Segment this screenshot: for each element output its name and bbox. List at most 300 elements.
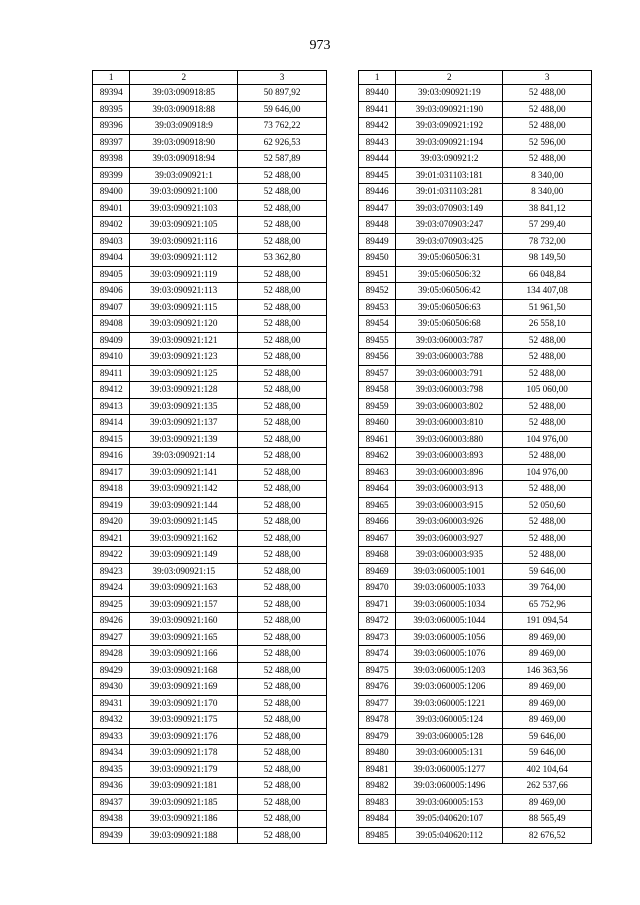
value-cell: 52 488,00 — [503, 85, 592, 102]
value-cell: 8 340,00 — [503, 184, 592, 201]
table-row — [359, 613, 592, 630]
cadastral-number-cell: 39:03:090921:103 — [130, 200, 238, 217]
table-row — [359, 679, 592, 696]
row-number-cell: 89425 — [93, 596, 130, 613]
value-cell: 52 488,00 — [238, 200, 327, 217]
cadastral-number-cell: 39:03:090921:15 — [130, 563, 238, 580]
value-cell: 62 926,53 — [238, 134, 327, 151]
row-number-cell: 89402 — [93, 217, 130, 234]
value-cell: 89 469,00 — [503, 794, 592, 811]
cadastral-number-cell: 39:03:090921:194 — [396, 134, 503, 151]
cadastral-number-cell: 39:03:090918:94 — [130, 151, 238, 168]
cadastral-number-cell: 39:03:090921:105 — [130, 217, 238, 234]
row-number-cell: 89424 — [93, 580, 130, 597]
value-cell: 52 488,00 — [238, 217, 327, 234]
table-row — [93, 118, 327, 135]
row-number-cell: 89482 — [359, 778, 396, 795]
table-row — [93, 431, 327, 448]
table-row — [93, 695, 327, 712]
cadastral-number-cell: 39:03:060003:913 — [396, 481, 503, 498]
column-header-3: 3 — [238, 71, 327, 85]
row-number-cell: 89438 — [93, 811, 130, 828]
cadastral-number-cell: 39:03:090921:137 — [130, 415, 238, 432]
cadastral-number-cell: 39:03:090921:135 — [130, 398, 238, 415]
row-number-cell: 89481 — [359, 761, 396, 778]
table-row — [93, 580, 327, 597]
table-row — [93, 481, 327, 498]
value-cell: 52 488,00 — [238, 613, 327, 630]
cadastral-number-cell: 39:03:090921:192 — [396, 118, 503, 135]
row-number-cell: 89394 — [93, 85, 130, 102]
cadastral-number-cell: 39:03:090921:128 — [130, 382, 238, 399]
value-cell: 402 104,64 — [503, 761, 592, 778]
cadastral-number-cell: 39:03:090921:162 — [130, 530, 238, 547]
cadastral-number-cell: 39:03:090921:115 — [130, 299, 238, 316]
value-cell: 52 488,00 — [238, 728, 327, 745]
value-cell: 52 488,00 — [238, 646, 327, 663]
row-number-cell: 89463 — [359, 464, 396, 481]
row-number-cell: 89416 — [93, 448, 130, 465]
table-row — [359, 580, 592, 597]
cadastral-number-cell: 39:03:090921:112 — [130, 250, 238, 267]
row-number-cell: 89440 — [359, 85, 396, 102]
value-cell: 73 762,22 — [238, 118, 327, 135]
table-row — [93, 563, 327, 580]
row-number-cell: 89449 — [359, 233, 396, 250]
row-number-cell: 89410 — [93, 349, 130, 366]
row-number-cell: 89473 — [359, 629, 396, 646]
value-cell: 52 488,00 — [238, 382, 327, 399]
value-cell: 52 488,00 — [503, 349, 592, 366]
row-number-cell: 89477 — [359, 695, 396, 712]
table-row — [359, 728, 592, 745]
table-row — [359, 151, 592, 168]
cadastral-number-cell: 39:03:060005:1056 — [396, 629, 503, 646]
cadastral-number-cell: 39:03:090921:14 — [130, 448, 238, 465]
value-cell: 89 469,00 — [503, 712, 592, 729]
value-cell: 52 587,89 — [238, 151, 327, 168]
row-number-cell: 89412 — [93, 382, 130, 399]
row-number-cell: 89396 — [93, 118, 130, 135]
table-row — [359, 827, 592, 844]
table-row — [359, 646, 592, 663]
table-row — [93, 827, 327, 844]
cadastral-number-cell: 39:03:090921:185 — [130, 794, 238, 811]
table-row — [359, 349, 592, 366]
column-header-2: 2 — [130, 71, 238, 85]
table-row — [359, 233, 592, 250]
value-cell: 52 488,00 — [503, 415, 592, 432]
table-row — [359, 811, 592, 828]
value-cell: 52 488,00 — [503, 365, 592, 382]
table-row — [359, 365, 592, 382]
row-number-cell: 89433 — [93, 728, 130, 745]
row-number-cell: 89419 — [93, 497, 130, 514]
value-cell: 52 488,00 — [238, 695, 327, 712]
value-cell: 52 488,00 — [238, 563, 327, 580]
value-cell: 66 048,84 — [503, 266, 592, 283]
row-number-cell: 89395 — [93, 101, 130, 118]
table-row — [93, 365, 327, 382]
table-row — [359, 695, 592, 712]
value-cell: 59 646,00 — [238, 101, 327, 118]
value-cell: 52 488,00 — [238, 398, 327, 415]
row-number-cell: 89397 — [93, 134, 130, 151]
table-row — [93, 530, 327, 547]
value-cell: 52 488,00 — [238, 349, 327, 366]
row-number-cell: 89466 — [359, 514, 396, 531]
value-cell: 52 488,00 — [238, 464, 327, 481]
value-cell: 52 488,00 — [238, 167, 327, 184]
value-cell: 52 488,00 — [503, 151, 592, 168]
cadastral-number-cell: 39:05:040620:107 — [396, 811, 503, 828]
value-cell: 134 407,08 — [503, 283, 592, 300]
table-row — [93, 134, 327, 151]
value-cell: 52 488,00 — [503, 398, 592, 415]
cadastral-number-cell: 39:03:060005:1203 — [396, 662, 503, 679]
row-number-cell: 89469 — [359, 563, 396, 580]
table-row — [359, 299, 592, 316]
cadastral-number-cell: 39:03:090921:125 — [130, 365, 238, 382]
value-cell: 50 897,92 — [238, 85, 327, 102]
table-row — [359, 563, 592, 580]
cadastral-number-cell: 39:01:031103:181 — [396, 167, 503, 184]
table-row — [93, 151, 327, 168]
cadastral-number-cell: 39:03:090921:139 — [130, 431, 238, 448]
row-number-cell: 89430 — [93, 679, 130, 696]
value-cell: 52 488,00 — [238, 266, 327, 283]
value-cell: 52 488,00 — [238, 481, 327, 498]
cadastral-number-cell: 39:03:090921:100 — [130, 184, 238, 201]
table-row — [359, 398, 592, 415]
table-row — [359, 382, 592, 399]
cadastral-number-cell: 39:03:090921:116 — [130, 233, 238, 250]
row-number-cell: 89462 — [359, 448, 396, 465]
table-row — [93, 662, 327, 679]
cadastral-number-cell: 39:03:060005:1034 — [396, 596, 503, 613]
cadastral-number-cell: 39:03:060003:926 — [396, 514, 503, 531]
value-cell: 52 488,00 — [238, 299, 327, 316]
row-number-cell: 89447 — [359, 200, 396, 217]
value-cell: 52 488,00 — [238, 233, 327, 250]
table-row — [93, 811, 327, 828]
table-row — [359, 514, 592, 531]
cadastral-number-cell: 39:03:060003:788 — [396, 349, 503, 366]
value-cell: 39 764,00 — [503, 580, 592, 597]
left-table-header — [93, 71, 327, 85]
value-cell: 52 488,00 — [238, 596, 327, 613]
value-cell: 52 488,00 — [238, 316, 327, 333]
row-number-cell: 89421 — [93, 530, 130, 547]
row-number-cell: 89456 — [359, 349, 396, 366]
row-number-cell: 89418 — [93, 481, 130, 498]
table-row — [93, 266, 327, 283]
table-row — [359, 118, 592, 135]
row-number-cell: 89485 — [359, 827, 396, 844]
value-cell: 104 976,00 — [503, 431, 592, 448]
cadastral-number-cell: 39:03:060005:1001 — [396, 563, 503, 580]
cadastral-number-cell: 39:03:090921:157 — [130, 596, 238, 613]
row-number-cell: 89479 — [359, 728, 396, 745]
row-number-cell: 89468 — [359, 547, 396, 564]
cadastral-number-cell: 39:03:060005:1277 — [396, 761, 503, 778]
cadastral-number-cell: 39:03:060003:927 — [396, 530, 503, 547]
value-cell: 191 094,54 — [503, 613, 592, 630]
cadastral-number-cell: 39:03:090921:123 — [130, 349, 238, 366]
cadastral-number-cell: 39:03:090921:181 — [130, 778, 238, 795]
value-cell: 89 469,00 — [503, 679, 592, 696]
table-row — [93, 200, 327, 217]
row-number-cell: 89467 — [359, 530, 396, 547]
table-row — [93, 728, 327, 745]
row-number-cell: 89420 — [93, 514, 130, 531]
table-row — [359, 415, 592, 432]
table-row — [359, 712, 592, 729]
value-cell: 88 565,49 — [503, 811, 592, 828]
table-row — [93, 745, 327, 762]
cadastral-number-cell: 39:03:090921:178 — [130, 745, 238, 762]
row-number-cell: 89442 — [359, 118, 396, 135]
value-cell: 52 488,00 — [238, 778, 327, 795]
cadastral-number-cell: 39:05:060506:68 — [396, 316, 503, 333]
cadastral-number-cell: 39:03:090921:186 — [130, 811, 238, 828]
value-cell: 52 488,00 — [238, 415, 327, 432]
cadastral-number-cell: 39:03:060005:1221 — [396, 695, 503, 712]
row-number-cell: 89476 — [359, 679, 396, 696]
row-number-cell: 89422 — [93, 547, 130, 564]
value-cell: 52 488,00 — [238, 332, 327, 349]
cadastral-number-cell: 39:03:070903:425 — [396, 233, 503, 250]
table-row — [359, 101, 592, 118]
table-row — [359, 448, 592, 465]
table-row — [359, 481, 592, 498]
row-number-cell: 89441 — [359, 101, 396, 118]
row-number-cell: 89404 — [93, 250, 130, 267]
left-table-body — [93, 85, 327, 844]
cadastral-number-cell: 39:03:060003:787 — [396, 332, 503, 349]
table-row — [359, 530, 592, 547]
table-row — [93, 778, 327, 795]
value-cell: 52 488,00 — [238, 712, 327, 729]
table-row — [93, 547, 327, 564]
row-number-cell: 89459 — [359, 398, 396, 415]
row-number-cell: 89437 — [93, 794, 130, 811]
cadastral-number-cell: 39:03:060003:880 — [396, 431, 503, 448]
table-row — [359, 134, 592, 151]
row-number-cell: 89417 — [93, 464, 130, 481]
right-table-body — [359, 85, 592, 844]
value-cell: 52 488,00 — [503, 332, 592, 349]
cadastral-number-cell: 39:03:090921:142 — [130, 481, 238, 498]
row-number-cell: 89400 — [93, 184, 130, 201]
row-number-cell: 89461 — [359, 431, 396, 448]
row-number-cell: 89453 — [359, 299, 396, 316]
value-cell: 52 488,00 — [238, 497, 327, 514]
table-row — [93, 217, 327, 234]
cadastral-number-cell: 39:03:060003:893 — [396, 448, 503, 465]
value-cell: 82 676,52 — [503, 827, 592, 844]
cadastral-number-cell: 39:03:090921:1 — [130, 167, 238, 184]
row-number-cell: 89413 — [93, 398, 130, 415]
cadastral-number-cell: 39:03:090921:175 — [130, 712, 238, 729]
table-row — [93, 101, 327, 118]
row-number-cell: 89445 — [359, 167, 396, 184]
cadastral-number-cell: 39:03:090921:141 — [130, 464, 238, 481]
row-number-cell: 89470 — [359, 580, 396, 597]
row-number-cell: 89478 — [359, 712, 396, 729]
cadastral-number-cell: 39:01:031103:281 — [396, 184, 503, 201]
row-number-cell: 89411 — [93, 365, 130, 382]
value-cell: 52 488,00 — [238, 580, 327, 597]
table-row — [93, 250, 327, 267]
cadastral-number-cell: 39:03:090921:169 — [130, 679, 238, 696]
value-cell: 59 646,00 — [503, 745, 592, 762]
cadastral-number-cell: 39:03:060003:896 — [396, 464, 503, 481]
cadastral-number-cell: 39:03:060005:1033 — [396, 580, 503, 597]
row-number-cell: 89398 — [93, 151, 130, 168]
row-number-cell: 89444 — [359, 151, 396, 168]
row-number-cell: 89451 — [359, 266, 396, 283]
table-row — [359, 794, 592, 811]
table-row — [93, 382, 327, 399]
row-number-cell: 89484 — [359, 811, 396, 828]
value-cell: 65 752,96 — [503, 596, 592, 613]
table-row — [93, 349, 327, 366]
cadastral-number-cell: 39:03:090921:163 — [130, 580, 238, 597]
cadastral-number-cell: 39:03:090921:190 — [396, 101, 503, 118]
cadastral-number-cell: 39:03:090921:166 — [130, 646, 238, 663]
table-row — [93, 514, 327, 531]
cadastral-number-cell: 39:03:090918:88 — [130, 101, 238, 118]
row-number-cell: 89406 — [93, 283, 130, 300]
value-cell: 52 488,00 — [238, 761, 327, 778]
cadastral-number-cell: 39:03:090921:144 — [130, 497, 238, 514]
row-number-cell: 89435 — [93, 761, 130, 778]
cadastral-number-cell: 39:03:060005:1076 — [396, 646, 503, 663]
table-row — [359, 217, 592, 234]
table-row — [359, 167, 592, 184]
row-number-cell: 89429 — [93, 662, 130, 679]
table-row — [93, 233, 327, 250]
table-row — [93, 613, 327, 630]
table-row — [359, 778, 592, 795]
row-number-cell: 89426 — [93, 613, 130, 630]
value-cell: 52 488,00 — [238, 629, 327, 646]
row-number-cell: 89399 — [93, 167, 130, 184]
value-cell: 52 488,00 — [503, 530, 592, 547]
page-number: 973 — [309, 38, 331, 53]
value-cell: 52 488,00 — [238, 283, 327, 300]
cadastral-number-cell: 39:03:090921:120 — [130, 316, 238, 333]
column-header-1: 1 — [359, 71, 396, 85]
cadastral-number-cell: 39:03:060005:128 — [396, 728, 503, 745]
row-number-cell: 89407 — [93, 299, 130, 316]
cadastral-number-cell: 39:03:060003:935 — [396, 547, 503, 564]
row-number-cell: 89457 — [359, 365, 396, 382]
row-number-cell: 89458 — [359, 382, 396, 399]
value-cell: 52 488,00 — [238, 679, 327, 696]
row-number-cell: 89454 — [359, 316, 396, 333]
cadastral-number-cell: 39:03:090918:90 — [130, 134, 238, 151]
column-header-2: 2 — [396, 71, 503, 85]
table-row — [359, 761, 592, 778]
row-number-cell: 89471 — [359, 596, 396, 613]
table-row — [93, 646, 327, 663]
value-cell: 89 469,00 — [503, 629, 592, 646]
table-row — [93, 85, 327, 102]
cadastral-number-cell: 39:03:070903:247 — [396, 217, 503, 234]
right-table-header — [359, 71, 592, 85]
cadastral-number-cell: 39:03:090921:160 — [130, 613, 238, 630]
row-number-cell: 89450 — [359, 250, 396, 267]
table-row — [93, 415, 327, 432]
row-number-cell: 89434 — [93, 745, 130, 762]
row-number-cell: 89405 — [93, 266, 130, 283]
table-row — [93, 398, 327, 415]
table-row — [359, 332, 592, 349]
value-cell: 26 558,10 — [503, 316, 592, 333]
cadastral-number-cell: 39:03:060005:124 — [396, 712, 503, 729]
row-number-cell: 89472 — [359, 613, 396, 630]
row-number-cell: 89460 — [359, 415, 396, 432]
cadastral-number-cell: 39:03:090918:85 — [130, 85, 238, 102]
value-cell: 78 732,00 — [503, 233, 592, 250]
cadastral-number-cell: 39:03:060003:791 — [396, 365, 503, 382]
row-number-cell: 89415 — [93, 431, 130, 448]
cadastral-number-cell: 39:03:090921:2 — [396, 151, 503, 168]
value-cell: 52 488,00 — [238, 431, 327, 448]
left-table — [92, 70, 327, 844]
cadastral-number-cell: 39:03:090921:179 — [130, 761, 238, 778]
table-row — [93, 167, 327, 184]
value-cell: 52 488,00 — [503, 448, 592, 465]
row-number-cell: 89480 — [359, 745, 396, 762]
cadastral-number-cell: 39:03:070903:149 — [396, 200, 503, 217]
value-cell: 98 149,50 — [503, 250, 592, 267]
row-number-cell: 89448 — [359, 217, 396, 234]
value-cell: 51 961,50 — [503, 299, 592, 316]
value-cell: 52 488,00 — [503, 514, 592, 531]
value-cell: 52 488,00 — [238, 547, 327, 564]
value-cell: 52 488,00 — [503, 547, 592, 564]
cadastral-number-cell: 39:03:060003:798 — [396, 382, 503, 399]
table-row — [359, 250, 592, 267]
value-cell: 52 050,60 — [503, 497, 592, 514]
value-cell: 52 488,00 — [238, 365, 327, 382]
cadastral-number-cell: 39:03:090921:149 — [130, 547, 238, 564]
cadastral-number-cell: 39:05:040620:112 — [396, 827, 503, 844]
table-row — [359, 596, 592, 613]
table-row — [359, 547, 592, 564]
table-row — [359, 316, 592, 333]
table-row — [93, 794, 327, 811]
value-cell: 52 488,00 — [503, 481, 592, 498]
table-row — [93, 448, 327, 465]
table-row — [359, 745, 592, 762]
cadastral-number-cell: 39:05:060506:63 — [396, 299, 503, 316]
cadastral-number-cell: 39:03:060005:131 — [396, 745, 503, 762]
value-cell: 57 299,40 — [503, 217, 592, 234]
value-cell: 52 596,00 — [503, 134, 592, 151]
cadastral-number-cell: 39:03:060003:810 — [396, 415, 503, 432]
cadastral-number-cell: 39:05:060506:42 — [396, 283, 503, 300]
table-row — [93, 497, 327, 514]
table-row — [93, 184, 327, 201]
table-row — [359, 200, 592, 217]
row-number-cell: 89439 — [93, 827, 130, 844]
table-row — [359, 283, 592, 300]
cadastral-number-cell: 39:03:060005:1206 — [396, 679, 503, 696]
